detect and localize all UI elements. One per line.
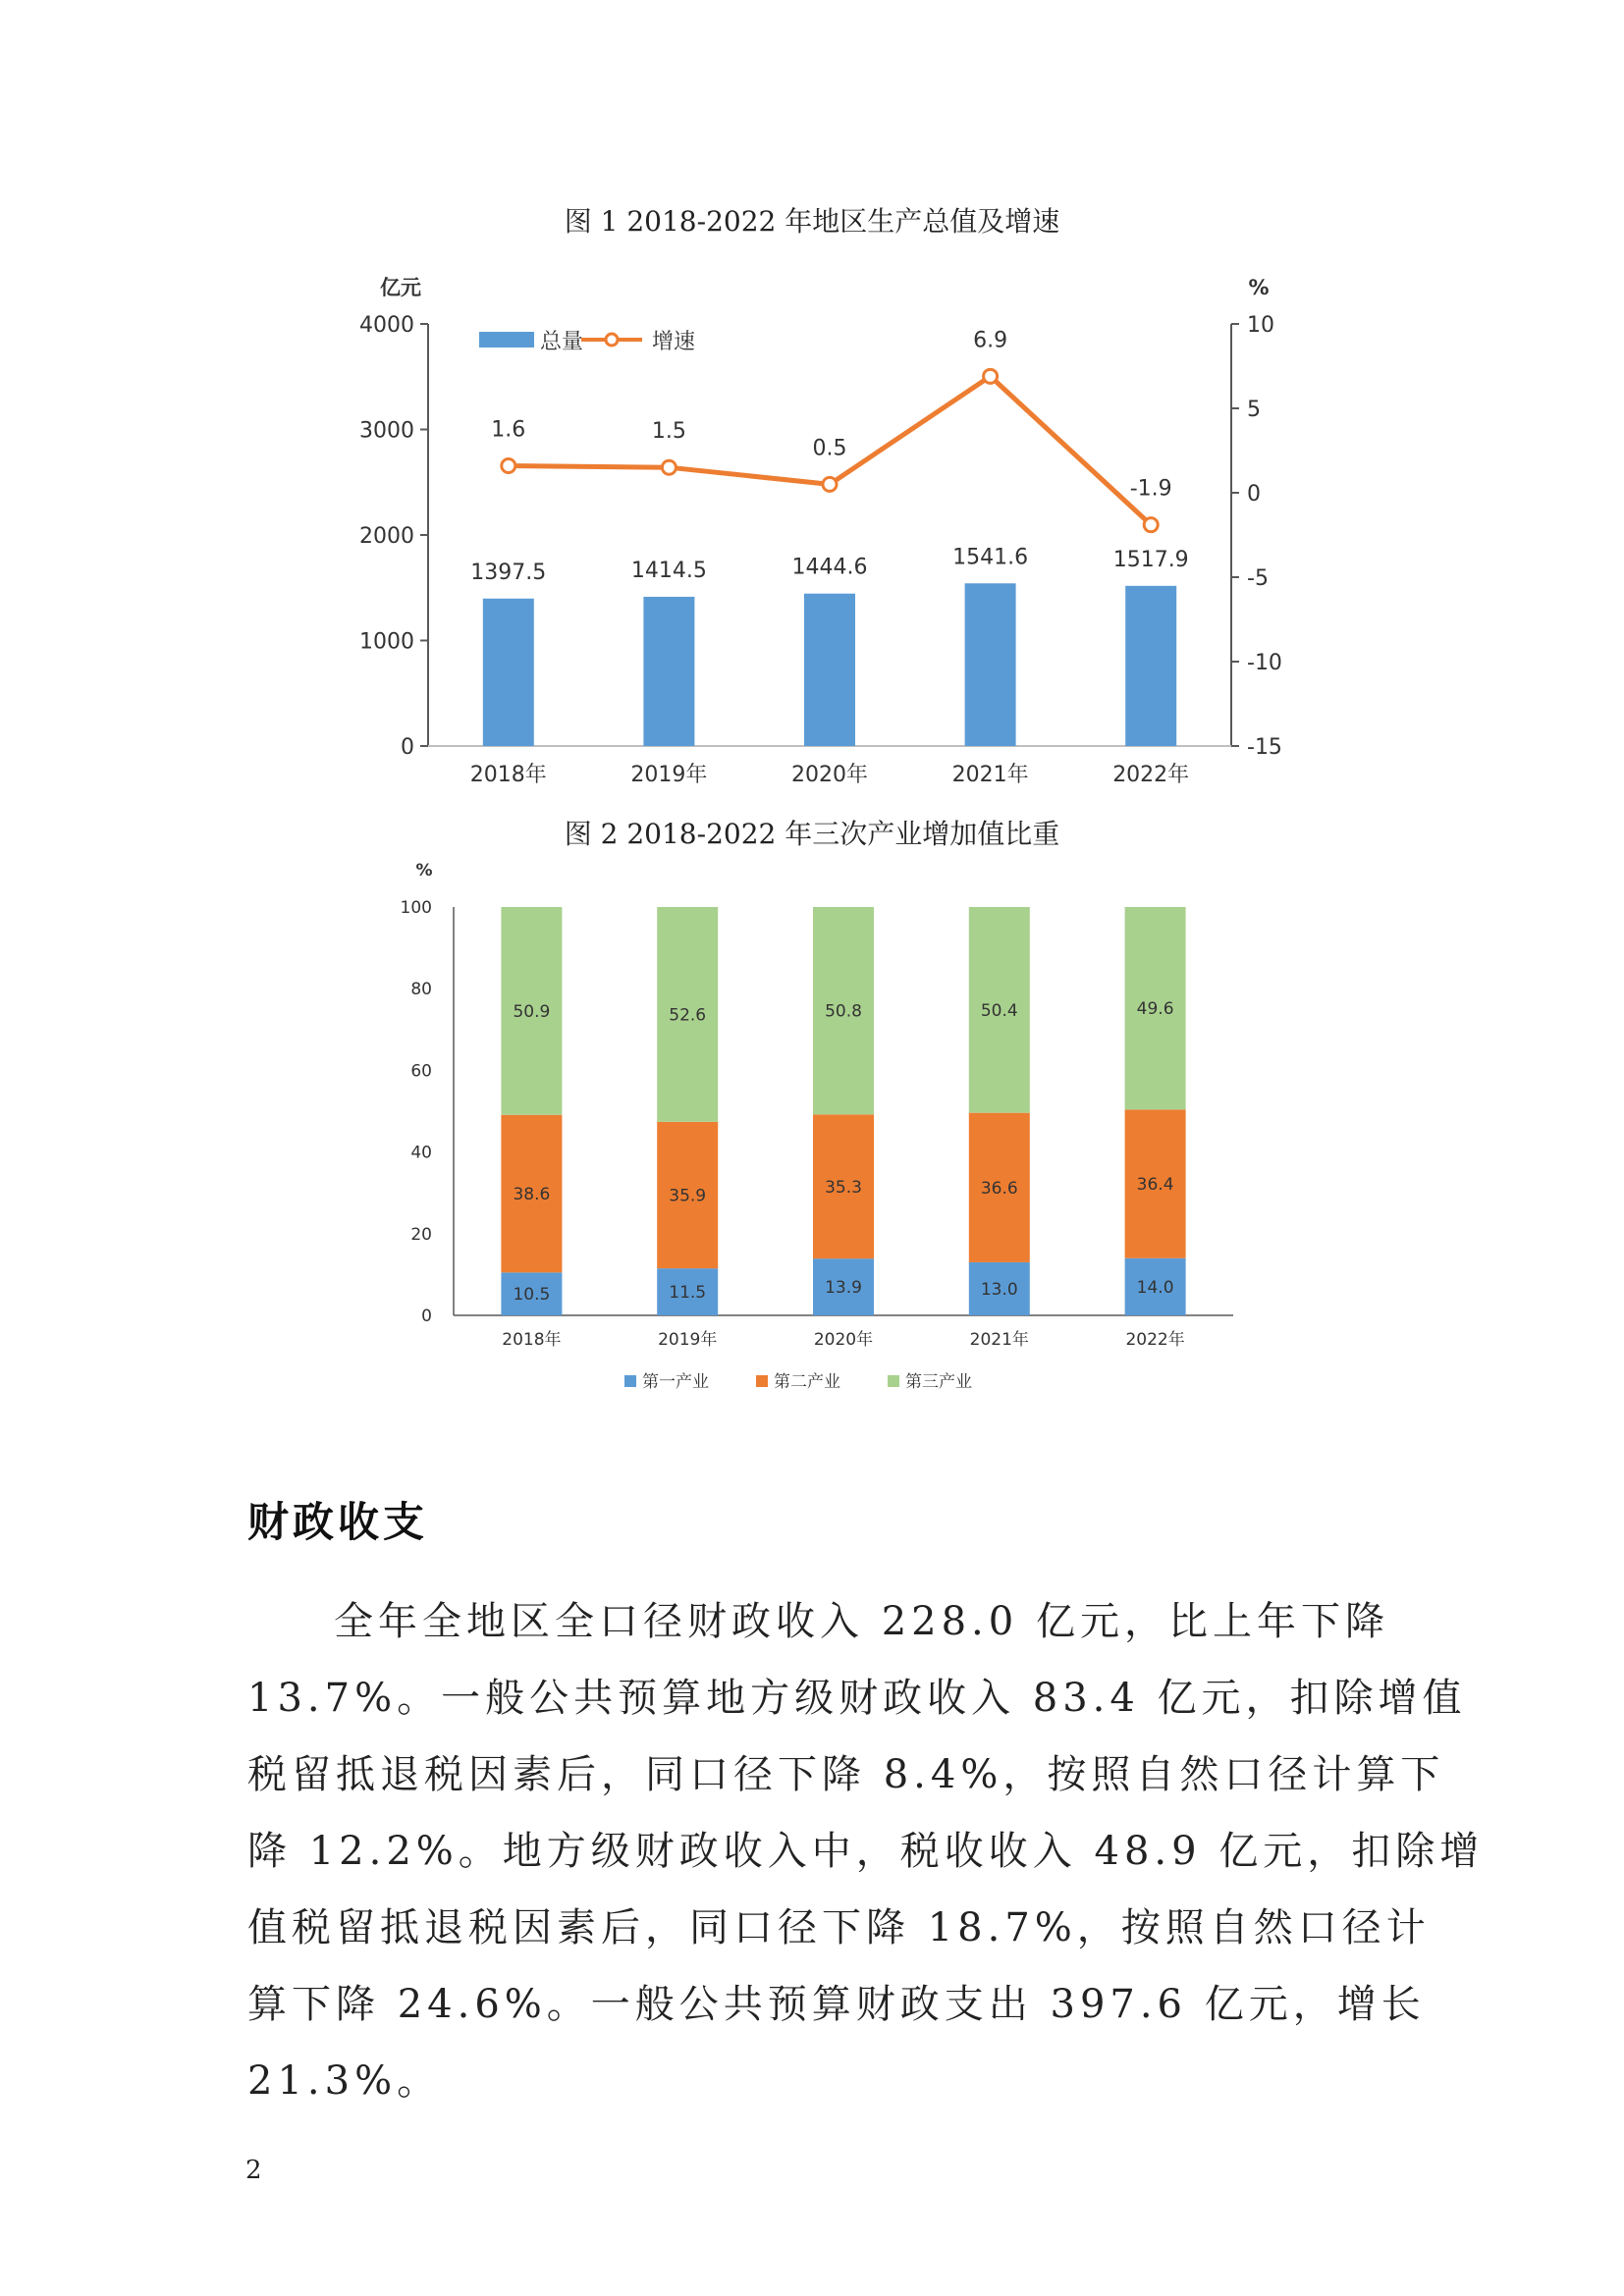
y-tick-label: 100	[400, 898, 432, 918]
segment-data-label: 14.0	[1136, 1277, 1174, 1298]
segment-data-label: 35.9	[669, 1186, 707, 1206]
figure-2-chart	[0, 844, 1624, 1414]
legend-line-marker	[606, 334, 618, 346]
y-tick-label: 40	[410, 1143, 432, 1163]
bar	[1125, 586, 1176, 746]
legend-label: 第三产业	[905, 1372, 972, 1392]
segment-data-label: 11.5	[669, 1283, 707, 1304]
body-line: 13.7%。一般公共预算地方级财政收入 83.4 亿元，扣除增值	[247, 1676, 1467, 1721]
x-tick-label: 2020年	[813, 1330, 874, 1350]
y-tick-label: 60	[410, 1061, 432, 1082]
y-tick-label: 0	[421, 1307, 432, 1326]
bar	[483, 599, 534, 746]
y-tick-label-right: -10	[1247, 651, 1282, 675]
bar-data-label: 1397.5	[470, 560, 547, 585]
segment-data-label: 13.0	[980, 1279, 1018, 1300]
y-tick-label-right: 10	[1247, 313, 1274, 338]
bar-data-label: 1414.5	[630, 558, 707, 583]
bar-data-label: 1541.6	[952, 545, 1029, 570]
segment-data-label: 50.8	[825, 1001, 862, 1022]
legend-bar-swatch	[479, 332, 534, 347]
bar	[643, 597, 694, 746]
y-tick-label-left: 3000	[359, 418, 414, 444]
line-point	[662, 460, 676, 474]
line-data-label: -1.9	[1129, 476, 1172, 502]
x-tick-label: 2019年	[658, 1330, 718, 1350]
legend-line-label: 增速	[652, 330, 696, 354]
bar-data-label: 1517.9	[1112, 547, 1189, 572]
segment-data-label: 35.3	[825, 1177, 862, 1198]
bar	[965, 583, 1016, 746]
x-tick-label: 2019年	[630, 763, 708, 787]
x-tick-label: 2018年	[469, 763, 547, 787]
segment-data-label: 36.4	[1136, 1175, 1174, 1196]
figure-2-title: 图 2 2018-2022 年三次产业增加值比重	[564, 818, 1060, 850]
y-tick-label-right: 0	[1247, 482, 1261, 507]
y-tick-label-right: -5	[1247, 566, 1269, 591]
segment-data-label: 10.5	[513, 1285, 551, 1306]
line-data-label: 6.9	[973, 328, 1008, 353]
y-tick-label-left: 1000	[359, 629, 414, 655]
segment-data-label: 38.6	[513, 1185, 551, 1205]
line-point	[823, 477, 837, 491]
x-tick-label: 2021年	[951, 763, 1029, 787]
x-tick-label: 2018年	[502, 1330, 562, 1350]
legend-bar-label: 总量	[540, 330, 584, 354]
line-data-label: 0.5	[812, 436, 847, 461]
bar-data-label: 1444.6	[791, 555, 868, 580]
legend-swatch	[624, 1375, 636, 1387]
legend-swatch	[888, 1375, 899, 1387]
line-point	[984, 369, 998, 383]
x-tick-label: 2021年	[969, 1330, 1029, 1350]
y-tick-label-left: 0	[401, 735, 414, 760]
segment-data-label: 36.6	[980, 1178, 1018, 1199]
y-tick-label-right: 5	[1247, 398, 1261, 422]
legend-label: 第一产业	[642, 1372, 709, 1392]
legend-swatch	[756, 1375, 768, 1387]
figure-1-title: 图 1 2018-2022 年地区生产总值及增速	[564, 205, 1060, 238]
y-tick-label: 20	[410, 1224, 432, 1245]
y-axis-right-label: %	[1248, 276, 1270, 299]
y-tick-label: 80	[410, 980, 432, 1000]
segment-data-label: 52.6	[669, 1005, 707, 1026]
x-tick-label: 2022年	[1125, 1330, 1185, 1350]
x-tick-label: 2020年	[791, 763, 868, 787]
figure-1-chart	[0, 0, 1624, 805]
body-line: 全年全地区全口径财政收入 228.0 亿元，比上年下降	[334, 1599, 1389, 1644]
y-axis-label: %	[415, 861, 433, 881]
line-point	[1144, 518, 1158, 532]
body-line: 算下降 24.6%。一般公共预算财政支出 397.6 亿元，增长	[247, 1982, 1426, 2027]
y-tick-label-left: 4000	[359, 313, 414, 338]
body-line: 21.3%。	[247, 2058, 442, 2104]
body-line: 值税留抵退税因素后，同口径下降 18.7%，按照自然口径计	[247, 1905, 1431, 1950]
segment-data-label: 50.9	[513, 1001, 551, 1022]
body-line: 税留抵退税因素后，同口径下降 8.4%，按照自然口径计算下	[247, 1752, 1445, 1797]
legend-label: 第二产业	[774, 1372, 840, 1392]
body-line: 降 12.2%。地方级财政收入中，税收收入 48.9 亿元，扣除增	[247, 1829, 1485, 1874]
line-data-label: 1.6	[491, 417, 526, 443]
x-tick-label: 2022年	[1112, 763, 1190, 787]
segment-data-label: 13.9	[825, 1278, 862, 1299]
segment-data-label: 50.4	[980, 1000, 1018, 1021]
y-tick-label-left: 2000	[359, 524, 414, 549]
page-number: 2	[245, 2156, 262, 2185]
section-heading: 财政收支	[247, 1498, 429, 1546]
y-axis-left-label: 亿元	[380, 276, 421, 299]
line-data-label: 1.5	[651, 419, 686, 445]
y-tick-label-right: -15	[1247, 735, 1282, 760]
line-point	[502, 458, 515, 472]
bar	[804, 594, 855, 746]
segment-data-label: 49.6	[1136, 999, 1174, 1020]
